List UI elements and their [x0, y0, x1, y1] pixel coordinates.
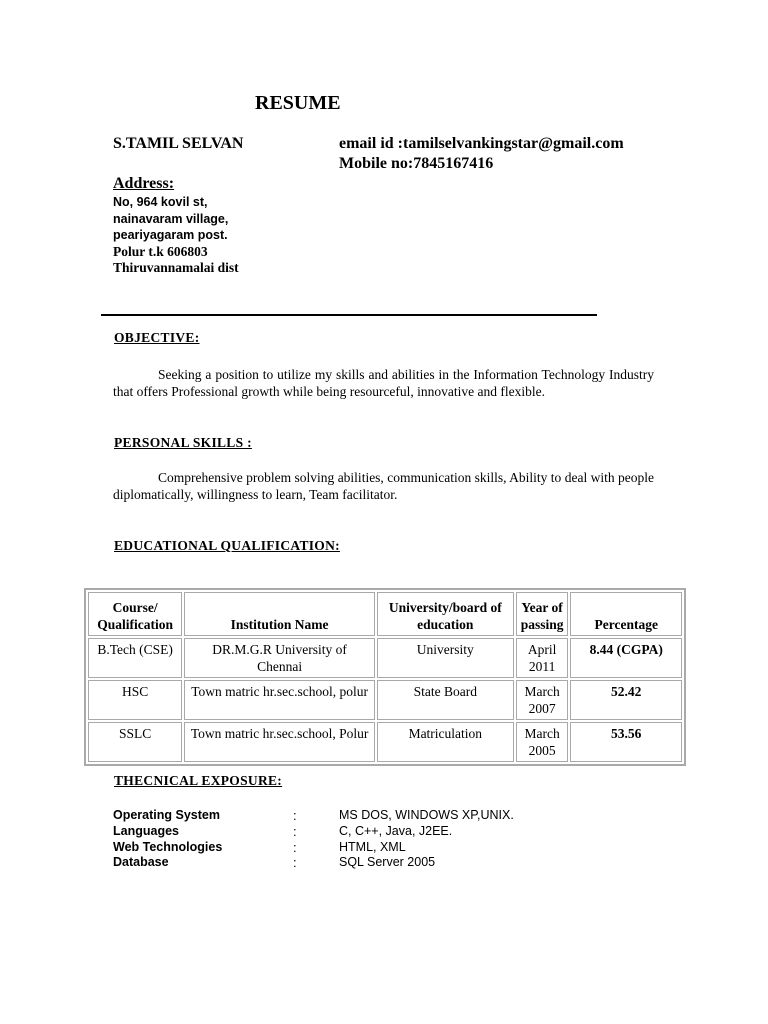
technical-heading: THECNICAL EXPOSURE:	[114, 773, 283, 788]
objective-heading: OBJECTIVE:	[114, 330, 200, 345]
column-header: Institution Name	[184, 592, 375, 636]
table-cell: March 2005	[516, 722, 569, 762]
table-cell: Matriculation	[377, 722, 514, 762]
tech-value: HTML, XML	[339, 839, 406, 854]
objective-text	[113, 366, 654, 400]
education-table	[84, 588, 686, 766]
personal-skills-text	[113, 469, 654, 503]
address-line: Polur t.k 606803	[113, 243, 208, 259]
objective-body: Seeking a position to utilize my skills and abilities in the Information Technology Industry that offers Professional growth while being resourceful, innovative and flexible.	[113, 367, 654, 399]
table-cell: HSC	[88, 680, 182, 720]
table-cell: 52.42	[570, 680, 682, 720]
address-line: No, 964 kovil st,	[113, 195, 208, 209]
table-row	[88, 722, 682, 762]
tech-key: Web Technologies	[113, 839, 223, 854]
table-header-row	[88, 592, 682, 636]
tech-key: Database	[113, 855, 169, 870]
tech-colon: :	[293, 808, 297, 823]
personal-skills-body: Comprehensive problem solving abilities, communication skills, Ability to deal with people diplomatically, willingness to learn, Team facilitator.	[113, 470, 654, 502]
page-title: RESUME	[255, 92, 341, 114]
address-line: peariyagaram post.	[113, 228, 228, 242]
tech-colon: :	[293, 839, 297, 855]
column-header: Percentage	[570, 592, 682, 636]
table-cell: DR.M.G.R University of Chennai	[184, 638, 375, 678]
email-line: email id :tamilselvankingstar@gmail.com	[339, 135, 624, 152]
table-cell: April 2011	[516, 638, 569, 678]
table-cell: University	[377, 638, 514, 678]
tech-value: MS DOS, WINDOWS XP,UNIX.	[339, 808, 514, 822]
tech-colon: :	[293, 823, 297, 839]
tech-key: Operating System	[113, 808, 220, 822]
tech-colon: :	[293, 855, 297, 871]
column-header: Course/ Qualification	[88, 592, 182, 636]
table-cell: B.Tech (CSE)	[88, 638, 182, 678]
address-heading: Address:	[113, 175, 175, 192]
section-divider	[101, 314, 597, 316]
table-row	[88, 680, 682, 720]
table-cell: Town matric hr.sec.school, polur	[184, 680, 375, 720]
tech-value: C, C++, Java, J2EE.	[339, 823, 453, 838]
mobile-line: Mobile no:7845167416	[339, 155, 494, 172]
address-line: Thiruvannamalai dist	[113, 260, 239, 275]
column-header: Year of passing	[516, 592, 569, 636]
table-cell: State Board	[377, 680, 514, 720]
address-block	[113, 194, 239, 277]
table-cell: Town matric hr.sec.school, Polur	[184, 722, 375, 762]
column-header: University/board of education	[377, 592, 514, 636]
table-cell: March 2007	[516, 680, 569, 720]
table-cell: 53.56	[570, 722, 682, 762]
tech-value: SQL Server 2005	[339, 855, 436, 870]
education-heading: EDUCATIONAL QUALIFICATION:	[114, 538, 340, 553]
address-line: nainavaram village,	[113, 211, 229, 226]
tech-key: Languages	[113, 823, 179, 838]
table-row	[88, 638, 682, 678]
personal-skills-heading: PERSONAL SKILLS :	[114, 435, 252, 450]
table-cell: SSLC	[88, 722, 182, 762]
candidate-name: S.TAMIL SELVAN	[113, 135, 244, 152]
table-cell: 8.44 (CGPA)	[570, 638, 682, 678]
